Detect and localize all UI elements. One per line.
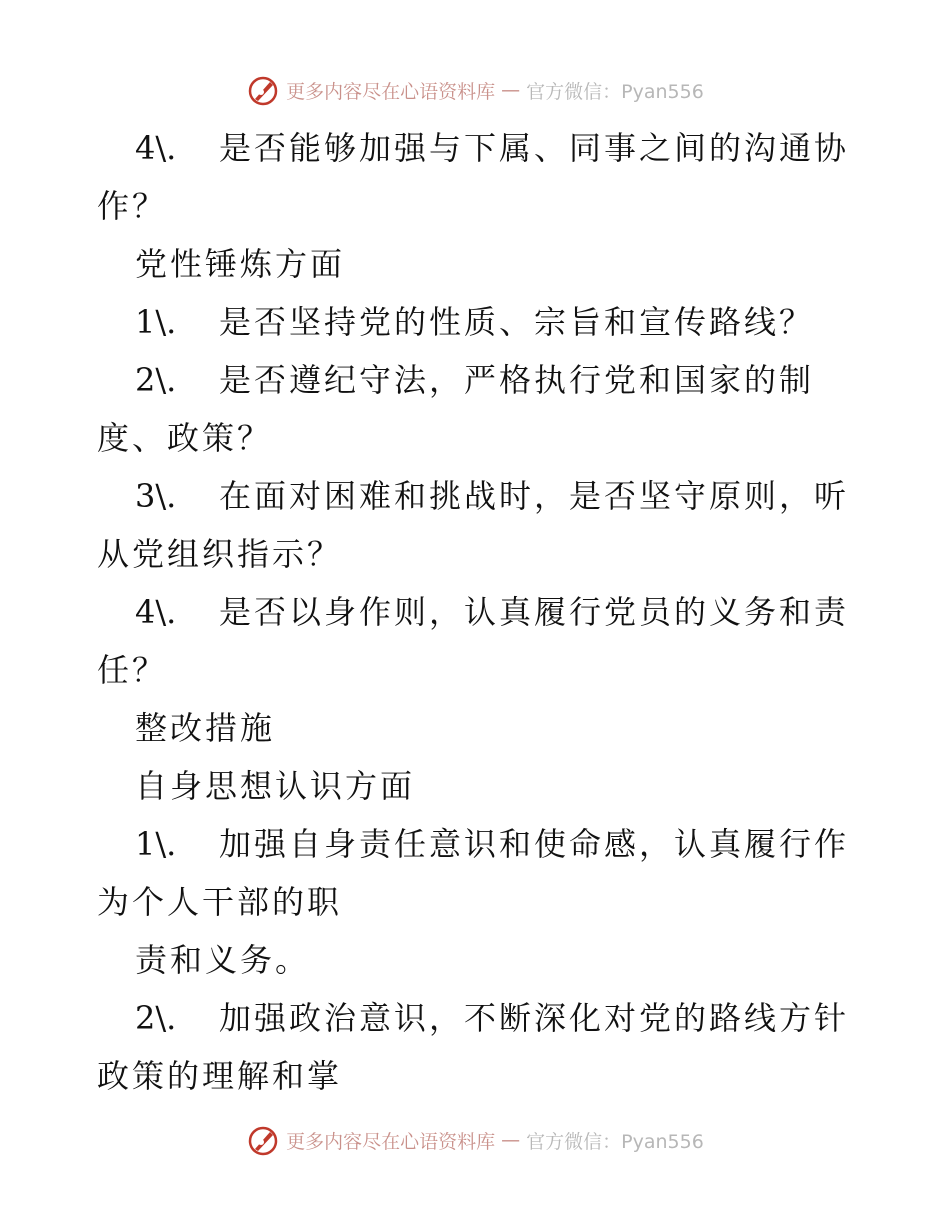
item-number: 4\. [135,593,177,631]
watermark-dash: — [501,1129,521,1151]
line-text: 加强政治意识，不断深化对党的路线方针 [219,999,850,1037]
item-number: 2\. [135,999,177,1037]
text-line [97,583,850,641]
text-line [97,641,837,699]
line-text: 党性锤炼方面 [135,245,346,283]
section-heading [97,757,837,815]
line-text: 为个人干部的职 [97,883,343,921]
text-line [97,409,837,467]
line-text: 整改措施 [135,709,276,747]
text-line [97,873,837,931]
watermark-dash: — [501,79,521,101]
text-line [97,815,850,873]
watermark-text: 更多内容尽在心语资料库 [286,80,496,103]
text-line [97,467,850,525]
pen-logo-icon [246,73,280,107]
text-line [97,177,837,235]
text-line [97,931,837,989]
line-text: 责和义务。 [135,941,311,979]
text-line [97,1047,837,1105]
item-number: 2\. [135,361,177,399]
section-heading [97,699,837,757]
line-text: 自身思想认识方面 [135,767,416,805]
item-number: 3\. [135,477,177,515]
item-number: 4\. [135,129,177,167]
line-text: 加强自身责任意识和使命感，认真履行作 [219,825,850,863]
line-text: 是否遵纪守法，严格执行党和国家的制 [219,361,815,399]
footer-watermark [0,1120,950,1160]
item-number: 1\. [135,825,177,863]
line-text: 任？ [97,651,168,689]
line-text: 是否以身作则，认真履行党员的义务和责 [219,593,850,631]
line-text: 作？ [97,187,168,225]
line-text: 从党组织指示？ [97,535,343,573]
line-text: 在面对困难和挑战时，是否坚守原则，听 [219,477,850,515]
line-text: 是否坚持党的性质、宗旨和宣传路线？ [219,303,815,341]
section-heading [97,235,837,293]
text-line [97,293,837,351]
line-text: 是否能够加强与下属、同事之间的沟通协 [219,129,850,167]
watermark-wechat: 官方微信：Pyan556 [526,80,704,103]
text-line [97,351,837,409]
watermark-wechat: 官方微信：Pyan556 [526,1130,704,1153]
text-line [97,989,850,1047]
document-body [97,119,850,1105]
line-text: 度、政策？ [97,419,273,457]
pen-logo-icon [246,1123,280,1157]
watermark-text: 更多内容尽在心语资料库 [286,1130,496,1153]
item-number: 1\. [135,303,177,341]
text-line [97,119,850,177]
text-line [97,525,837,583]
header-watermark [0,70,950,110]
line-text: 政策的理解和掌 [97,1057,343,1095]
